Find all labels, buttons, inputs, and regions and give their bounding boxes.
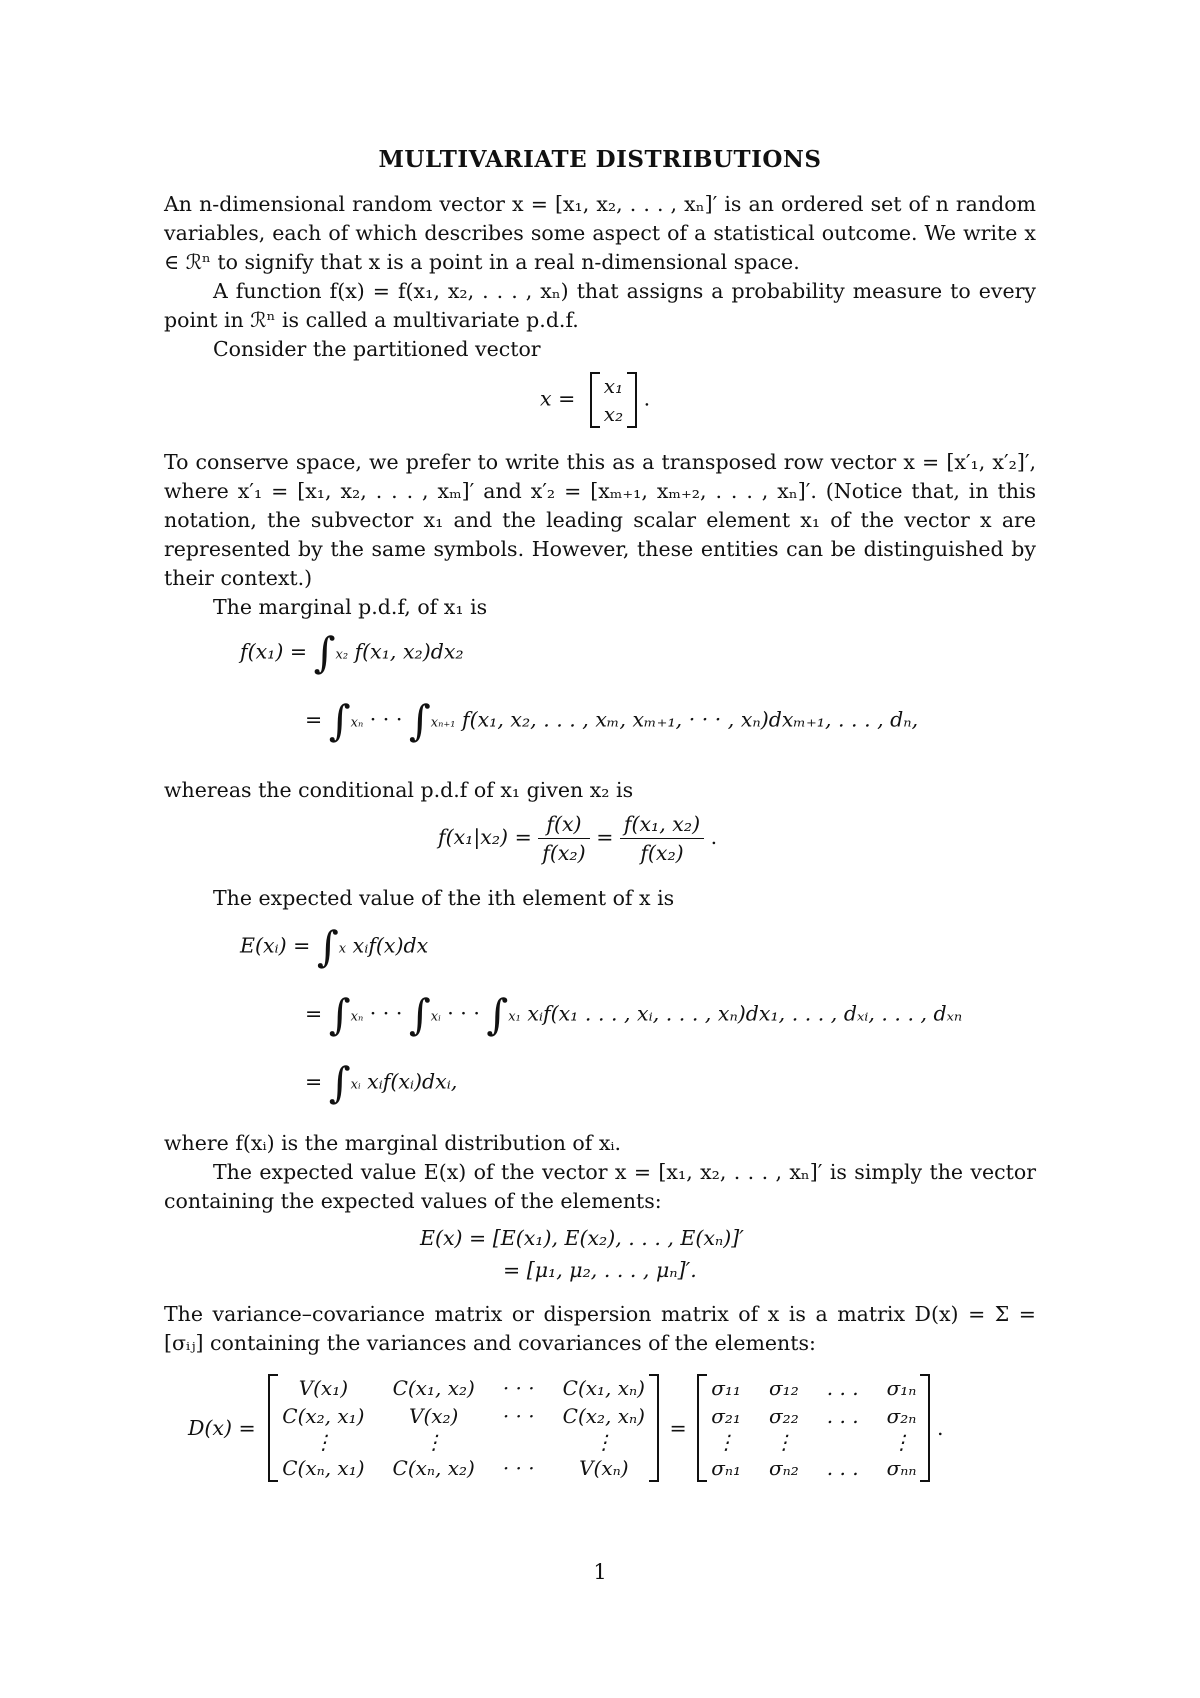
paragraph-dispersion — [164, 1300, 1036, 1358]
page-number: 1 — [593, 1560, 607, 1584]
equation-rhs: f(x₁, x₂)dx₂ — [354, 639, 464, 664]
sigma-matrix-cell: . . . — [826, 1456, 859, 1480]
integral-sign: ∫ — [408, 696, 431, 745]
paragraph-4: To conserve space, we prefer to write this as a transposed row vector x = [x′₁, x′₂]′, where x′₁ = [x₁, x₂, . . . , xₘ]′ and x′₂ = [xₘ₊₁, xₘ₊₂, . . . , xₙ]′. (Notice that, in this notation, the subvector x₁ and the leading scalar element x₁ of the vector x are represented by the same symbols. However, these entities can be distinguished by their context.) — [164, 450, 1036, 590]
paragraph-9: The expected value E(x) of the vector x = [x₁, x₂, . . . , xₙ]′ is simply the vector containing the expected values of the elements: — [164, 1160, 1036, 1213]
equation-lhs: D(x) = — [188, 1416, 256, 1440]
covariance-matrix-cell: V(x₁) — [298, 1376, 349, 1400]
equation-end: . — [643, 386, 651, 411]
covariance-matrix-cell: V(xₙ) — [579, 1456, 629, 1480]
sigma-matrix-cell: σ₁ₙ — [886, 1376, 917, 1400]
page-title: MULTIVARIATE DISTRIBUTIONS — [378, 146, 822, 173]
sigma-matrix-cell: σₙₙ — [886, 1456, 917, 1480]
paragraph-10: The variance–covariance matrix or dispersion matrix of x is a matrix D(x) = Σ = [σᵢⱼ] containing the variances and covariances of the elements: — [164, 1302, 1036, 1355]
equation-mean-line1: E(x) = [E(x₁), E(x₂), . . . , E(xₙ)]′ — [420, 1226, 744, 1250]
covariance-matrix-row — [268, 1374, 659, 1402]
sigma-matrix-row — [697, 1454, 930, 1482]
equation-rhs: xᵢf(xᵢ)dxᵢ, — [367, 1069, 458, 1094]
equation-end: . — [710, 825, 718, 849]
integral-limit: xₙ — [350, 1009, 364, 1025]
sigma-matrix-cell: σ₂ₙ — [886, 1404, 917, 1428]
integral-limit: xᵢ — [430, 1009, 441, 1025]
sigma-matrix-cell: ⋮ — [716, 1430, 737, 1454]
integral-sign: ∫ — [313, 628, 336, 677]
integral-sign: ∫ — [316, 922, 339, 971]
equation-partition — [540, 372, 650, 428]
equation-marginal-line2 — [305, 696, 919, 745]
fraction-denominator: f(x₂) — [640, 841, 684, 865]
equation-lhs: E(xᵢ) = — [240, 933, 311, 958]
paragraph-5: The marginal p.d.f, of x₁ is — [213, 595, 488, 619]
sigma-matrix-cell: ⋮ — [773, 1430, 794, 1454]
paragraph-6: whereas the conditional p.d.f of x₁ given x₂ is — [164, 778, 634, 802]
covariance-matrix-row — [268, 1430, 659, 1454]
vector-row: x₂ — [603, 402, 624, 426]
sigma-matrix-row — [697, 1430, 930, 1454]
sigma-matrix-cell: σₙ₁ — [711, 1456, 741, 1480]
equals-sign: = — [596, 825, 614, 849]
covariance-matrix-row — [268, 1454, 659, 1482]
paragraph-1: An n-dimensional random vector x = [x₁, x₂, . . . , xₙ]′ is an ordered set of n random variables, each of which describes some aspect of a statistical outcome. We write x ∈ ℛⁿ to signify that x is a point in a real n-dimensional space. — [164, 192, 1036, 274]
integral-sign: ∫ — [486, 990, 509, 1039]
integral-sign: ∫ — [328, 990, 351, 1039]
equation-rhs: xᵢf(x₁ . . . , xᵢ, . . . , xₙ)dx₁, . . . , dₓᵢ, . . . , dₓₙ — [527, 1001, 963, 1026]
paragraph-intro — [164, 190, 1036, 364]
equation-conditional — [438, 812, 717, 865]
sigma-matrix-cell: σ₂₁ — [711, 1404, 741, 1428]
sigma-matrix-cell: σₙ₂ — [768, 1456, 799, 1480]
covariance-matrix-cell: C(xₙ, x₁) — [282, 1456, 365, 1480]
ellipsis: · · · — [447, 1001, 480, 1026]
equation-mean-line2: = [μ₁, μ₂, . . . , μₙ]′. — [503, 1258, 697, 1282]
covariance-matrix-cell: · · · — [502, 1404, 535, 1428]
paragraph-2: A function f(x) = f(x₁, x₂, . . . , xₙ) that assigns a probability measure to every point in ℛⁿ is called a multivariate p.d.f. — [164, 279, 1036, 332]
sigma-matrix-row — [697, 1402, 930, 1430]
integral-limit: x — [338, 941, 347, 957]
equation-lhs: f(x₁) = — [240, 639, 308, 664]
sigma-matrix-cell: σ₁₂ — [769, 1376, 799, 1400]
fraction-numerator: f(x) — [538, 812, 589, 839]
equation-expect-line3 — [305, 1058, 458, 1107]
covariance-matrix-cell: C(x₁, x₂) — [392, 1376, 475, 1400]
paragraph-expected — [164, 884, 1036, 913]
equation-end: . — [936, 1416, 944, 1440]
paragraph-marginal-note — [164, 1129, 1036, 1216]
ellipsis: · · · — [369, 1001, 403, 1026]
equals-sign: = — [305, 707, 323, 732]
equation-expect-line2 — [305, 990, 963, 1039]
covariance-matrix-cell — [489, 1430, 549, 1454]
sigma-matrix-cell: σ₂₂ — [769, 1404, 799, 1428]
covariance-matrix-cell: C(x₂, x₁) — [282, 1404, 365, 1428]
integral-limit: xₙ₊₁ — [430, 715, 456, 731]
sigma-matrix-row — [697, 1374, 930, 1402]
integral-sign: ∫ — [328, 696, 351, 745]
covariance-matrix — [268, 1374, 659, 1482]
sigma-matrix-cell: . . . — [826, 1404, 859, 1428]
covariance-matrix-cell: ⋮ — [593, 1430, 614, 1454]
paragraph-conditional — [164, 776, 1036, 805]
integral-limit: x₂ — [335, 647, 349, 663]
equals-sign: = — [305, 1001, 323, 1026]
equation-rhs: xᵢf(x)dx — [352, 933, 429, 958]
covariance-matrix-cell: C(x₂, xₙ) — [562, 1404, 645, 1428]
integral-limit: xᵢ — [350, 1077, 361, 1093]
covariance-matrix-cell: ⋮ — [423, 1430, 444, 1454]
equation-lhs: x = — [540, 386, 576, 411]
sigma-matrix-cell: . . . — [826, 1376, 859, 1400]
equation-rhs: f(x₁, x₂, . . . , xₘ, xₘ₊₁, · · · , xₙ)dxₘ₊₁, . . . , dₙ, — [461, 707, 919, 732]
integral-limit: x₁ — [508, 1009, 521, 1025]
fraction — [538, 812, 589, 865]
paragraph-8: where f(xᵢ) is the marginal distribution of xᵢ. — [164, 1131, 622, 1155]
sigma-matrix-cell: ⋮ — [891, 1430, 912, 1454]
equation-lhs: f(x₁|x₂) = — [438, 825, 532, 849]
equation-expect-line1 — [240, 922, 429, 971]
fraction-numerator: f(x₁, x₂) — [620, 812, 704, 839]
equation-marginal-line1 — [240, 628, 464, 677]
sigma-matrix — [697, 1374, 930, 1482]
fraction — [620, 812, 704, 865]
sigma-matrix-cell: σ₁₁ — [711, 1376, 741, 1400]
covariance-matrix-cell: V(x₂) — [409, 1404, 459, 1428]
integral-sign: ∫ — [408, 990, 431, 1039]
paragraph-3: Consider the partitioned vector — [213, 337, 541, 361]
fraction-denominator: f(x₂) — [542, 841, 586, 865]
column-vector — [590, 372, 637, 428]
covariance-matrix-cell: C(xₙ, x₂) — [392, 1456, 475, 1480]
equation-dispersion — [188, 1374, 944, 1482]
equals-sign: = — [669, 1416, 687, 1440]
integral-sign: ∫ — [328, 1058, 351, 1107]
integral-limit: xₙ — [350, 715, 364, 731]
sigma-matrix-cell — [813, 1430, 873, 1454]
vector-row: x₁ — [603, 374, 624, 398]
paragraph-transpose — [164, 448, 1036, 622]
equals-sign: = — [305, 1069, 323, 1094]
covariance-matrix-cell: ⋮ — [313, 1430, 334, 1454]
covariance-matrix-cell: C(x₁, xₙ) — [562, 1376, 645, 1400]
covariance-matrix-cell: · · · — [502, 1376, 535, 1400]
covariance-matrix-cell: · · · — [502, 1456, 535, 1480]
covariance-matrix-row — [268, 1402, 659, 1430]
paragraph-7: The expected value of the ith element of x is — [213, 886, 675, 910]
ellipsis: · · · — [369, 707, 403, 732]
